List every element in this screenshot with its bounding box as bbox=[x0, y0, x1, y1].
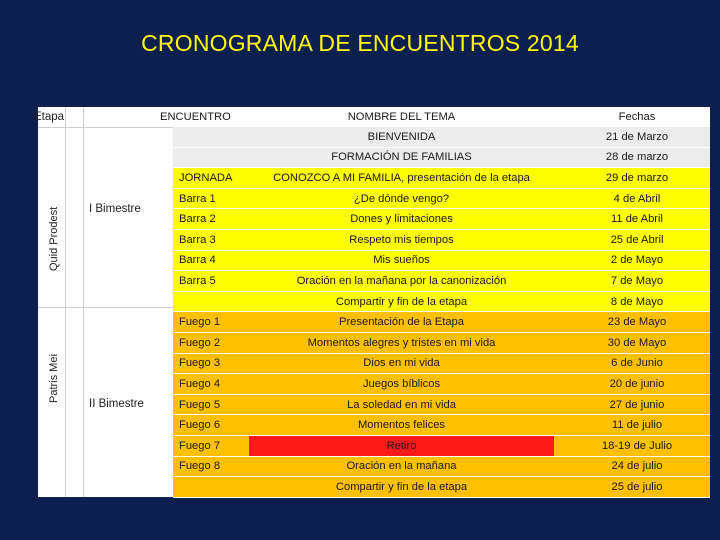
fecha-cell: 25 de julio bbox=[611, 480, 663, 493]
fecha-cell: 7 de Mayo bbox=[610, 274, 664, 287]
encuentro-cell: Fuego 4 bbox=[179, 377, 221, 390]
encuentro-cell: Fuego 3 bbox=[179, 357, 221, 370]
table-row bbox=[173, 127, 710, 148]
etapa-header: Etapa bbox=[34, 111, 65, 123]
fecha-cell: 11 de julio bbox=[611, 419, 663, 432]
quid-prodest-label: Quid Prodest bbox=[48, 206, 60, 271]
table-row bbox=[173, 333, 710, 354]
bimestre-2-label: II Bimestre bbox=[89, 398, 144, 410]
tema-cell: Compartir y fin de la etapa bbox=[335, 295, 468, 308]
encuentro-cell: Barra 2 bbox=[179, 213, 216, 226]
fecha-cell: 24 de julio bbox=[611, 460, 663, 473]
tema-cell: Oración en la mañana bbox=[346, 460, 457, 473]
encuentro-cell: Fuego 5 bbox=[179, 398, 221, 411]
tema-cell: Momentos felices bbox=[357, 419, 446, 432]
patris-mei-label: Patris Mei bbox=[48, 354, 60, 403]
encuentro-cell: Fuego 2 bbox=[179, 336, 221, 349]
tema-header: NOMBRE DEL TEMA bbox=[347, 110, 456, 123]
table-row bbox=[173, 189, 710, 210]
encuentro-cell: Fuego 1 bbox=[179, 316, 221, 329]
encuentro-cell: Barra 5 bbox=[179, 274, 216, 287]
table-row bbox=[173, 477, 710, 498]
table-row bbox=[173, 168, 710, 189]
tema-cell: Dones y limitaciones bbox=[350, 213, 453, 226]
tema-cell: Momentos alegres y tristes en mi vida bbox=[307, 336, 496, 349]
tema-cell: Juegos bíblicos bbox=[362, 377, 441, 390]
fecha-cell: 4 de Abril bbox=[613, 192, 661, 205]
fecha-cell: 29 de marzo bbox=[605, 171, 669, 184]
tema-cell: Oración en la mañana por la canonización bbox=[296, 274, 507, 287]
tema-cell: Presentación de la Etapa bbox=[338, 316, 464, 329]
fecha-cell: 23 de Mayo bbox=[607, 316, 667, 329]
encuentro-cell: JORNADA bbox=[179, 171, 233, 184]
table-row bbox=[173, 230, 710, 251]
schedule-table bbox=[34, 107, 710, 497]
fecha-cell: 18-19 de Julio bbox=[601, 439, 673, 452]
table-row bbox=[173, 312, 710, 333]
header-row bbox=[160, 107, 710, 127]
tema-cell: La soledad en mi vida bbox=[347, 398, 456, 411]
fecha-cell: 2 de Mayo bbox=[610, 254, 664, 267]
table-row bbox=[173, 292, 710, 313]
encuentro-cell: Fuego 8 bbox=[179, 460, 221, 473]
encuentro-cell: Fuego 6 bbox=[179, 419, 221, 432]
tema-cell: BIENVENIDA bbox=[367, 130, 436, 143]
encuentro-cell: Barra 1 bbox=[179, 192, 216, 205]
table-row bbox=[173, 354, 710, 375]
fecha-cell: 27 de junio bbox=[609, 398, 665, 411]
tema-cell: Retiro bbox=[249, 436, 554, 456]
encuentro-cell: Barra 4 bbox=[179, 254, 216, 267]
table-row bbox=[173, 209, 710, 230]
table-row bbox=[173, 148, 710, 169]
encuentro-cell: Fuego 7 bbox=[179, 439, 221, 452]
fecha-cell: 25 de Abril bbox=[610, 233, 664, 246]
tema-cell: Respeto mis tiempos bbox=[349, 233, 454, 246]
fecha-cell: 11 de Abril bbox=[610, 213, 664, 226]
tema-cell: CONOZCO A MI FAMILIA, presentación de la etapa bbox=[273, 171, 530, 184]
fecha-cell: 20 de junio bbox=[609, 377, 665, 390]
page-title: CRONOGRAMA DE ENCUENTROS 2014 bbox=[141, 30, 579, 56]
table-row bbox=[173, 457, 710, 478]
fecha-cell: 30 de Mayo bbox=[607, 336, 667, 349]
table-row bbox=[173, 436, 710, 457]
table-row bbox=[173, 395, 710, 416]
tema-cell: Mis sueños bbox=[373, 254, 430, 267]
encuentro-cell: Barra 3 bbox=[179, 233, 216, 246]
tema-cell: ¿De dónde vengo? bbox=[353, 192, 450, 205]
tema-cell: Dios en mi vida bbox=[363, 357, 440, 370]
tema-cell: FORMACIÓN DE FAMILIAS bbox=[331, 151, 472, 164]
fecha-cell: 8 de Mayo bbox=[610, 295, 664, 308]
encuentro-header: ENCUENTRO bbox=[160, 110, 231, 123]
table-row bbox=[173, 251, 710, 272]
fechas-header: Fechas bbox=[618, 110, 656, 123]
table-row bbox=[173, 415, 710, 436]
table-row bbox=[173, 374, 710, 395]
fecha-cell: 21 de Marzo bbox=[605, 130, 669, 143]
fecha-cell: 6 de Junio bbox=[611, 357, 663, 370]
bimestre-1-label: I Bimestre bbox=[89, 203, 141, 215]
fecha-cell: 28 de marzo bbox=[605, 151, 669, 164]
tema-cell: Compartir y fin de la etapa bbox=[335, 480, 468, 493]
table-row bbox=[173, 271, 710, 292]
